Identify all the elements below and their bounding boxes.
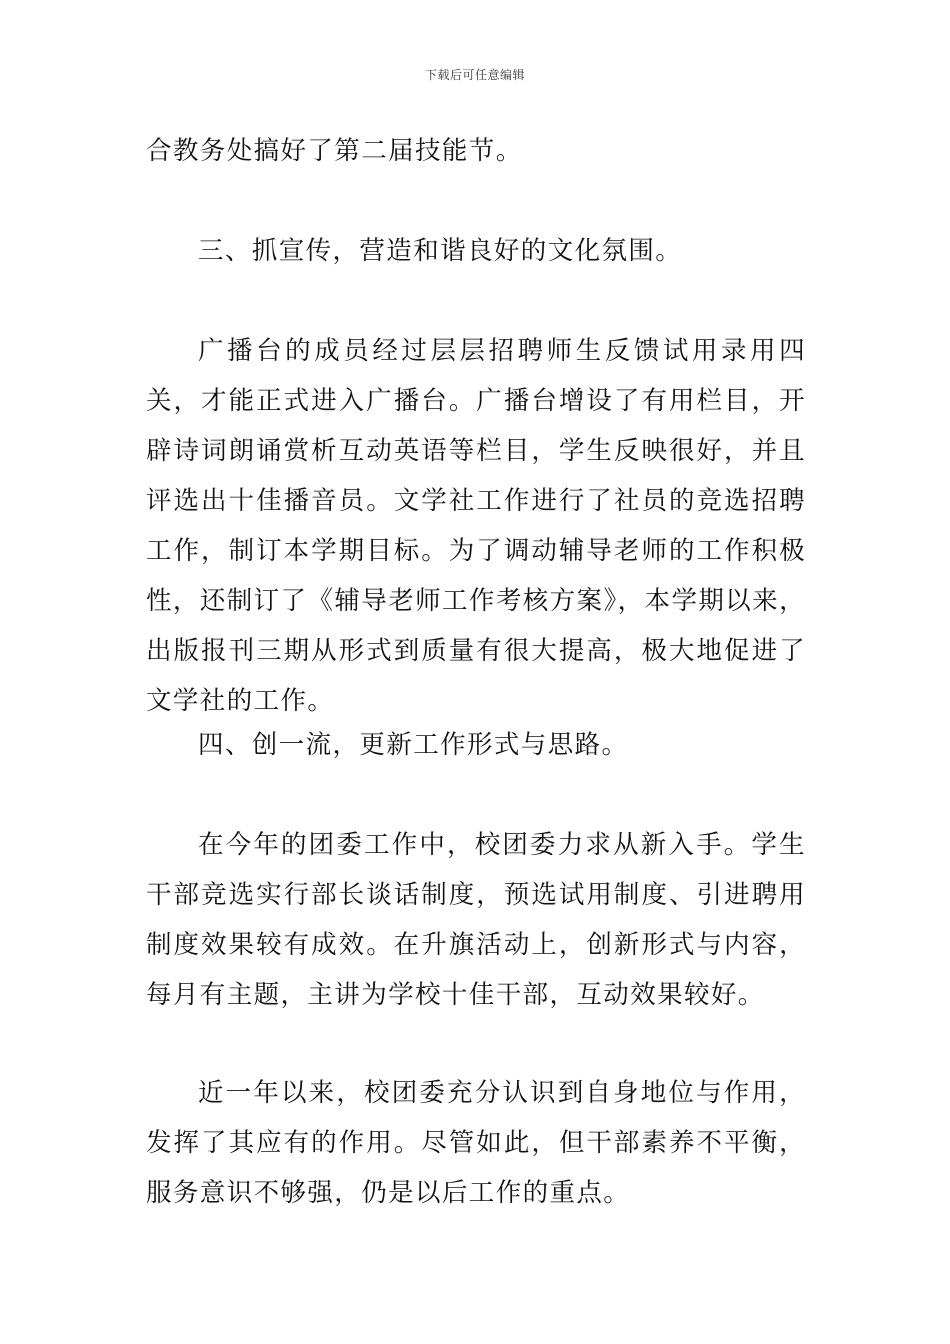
continued-paragraph (146, 126, 806, 176)
paragraph-innovation (146, 820, 806, 1020)
paragraph-broadcast (146, 326, 806, 726)
paragraph-summary-text: 近一年以来，校团委充分认识到自身地位与作用，发挥了其应有的作用。尽管如此，但干部素养不平衡，服务意识不够强，仍是以后工作的重点。 (146, 1078, 806, 1208)
paragraph-innovation-text: 在今年的团委工作中，校团委力求从新入手。学生干部竞选实行部长谈话制度，预选试用制度、引进聘用制度效果较有成效。在升旗活动上，创新形式与内容，每月有主题，主讲为学校十佳干部，互动效果较好。 (146, 830, 806, 1010)
section-heading-three (146, 226, 806, 276)
paragraph-continued-text: 合教务处搞好了第二届技能节。 (146, 136, 523, 166)
heading-three-text: 三、抓宣传，营造和谐良好的文化氛围。 (198, 236, 683, 266)
paragraph-broadcast-text: 广播台的成员经过层层招聘师生反馈试用录用四关，才能正式进入广播台。广播台增设了有用栏目，开辟诗词朗诵赏析互动英语等栏目，学生反映很好，并且评选出十佳播音员。文学社工作进行了社员的竞选招聘工作，制订本学期目标。为了调动辅导老师的工作积极性，还制订了《辅导老师工作考核方案》，本学期以来，出版报刊三期从形式到质量有很大提高，极大地促进了文学社的工作。 (146, 336, 806, 716)
heading-four-text: 四、创一流，更新工作形式与思路。 (198, 730, 629, 760)
section-heading-four (146, 720, 806, 770)
header-note: 下载后可任意编辑 (424, 68, 525, 82)
paragraph-summary (146, 1068, 806, 1218)
